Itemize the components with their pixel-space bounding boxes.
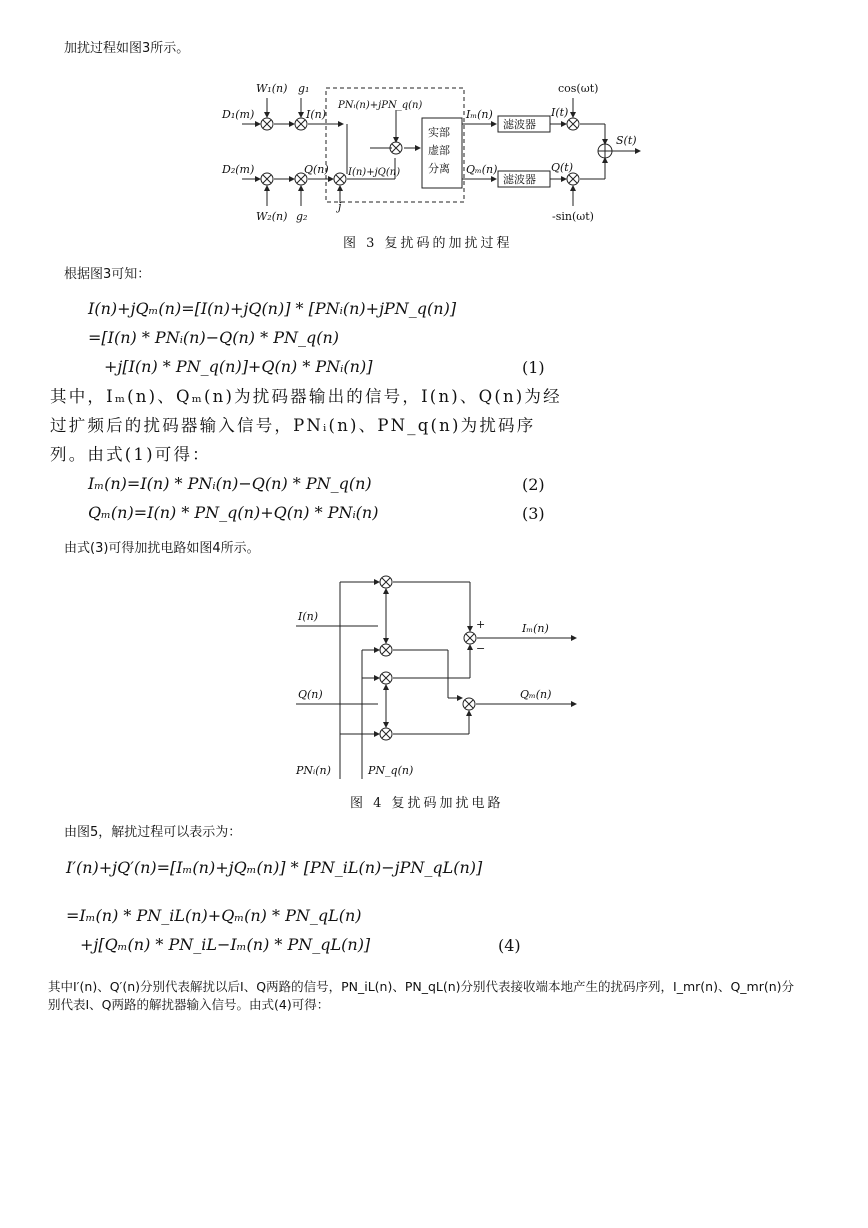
fig3-label-sin: -sin(ωt) — [552, 210, 594, 223]
equation-1-line-2: =[I(n) * PNᵢ(n)−Q(n) * PN_q(n) — [88, 328, 339, 347]
fig4-label-plus: + — [476, 618, 486, 631]
fig3-filter-bottom: 滤波器 — [503, 173, 536, 186]
fig4-label-qm: Qₘ(n) — [520, 688, 552, 701]
fig3-label-w2: W₂(n) — [256, 210, 288, 223]
figure-4-diagram — [288, 574, 580, 786]
fig3-label-j: j — [338, 200, 342, 213]
fig4-label-pnq: PN_q(n) — [368, 764, 414, 777]
fig3-splitter-1: 实部 — [428, 126, 450, 139]
fig3-label-d1: D₁(m) — [222, 108, 255, 121]
fig3-label-qm: Qₘ(n) — [466, 163, 498, 176]
equation-4-line-2: =Iₘ(n) * PN_iL(n)+Qₘ(n) * PN_qL(n) — [66, 906, 362, 925]
fig3-label-qt: Q(t) — [551, 161, 574, 174]
figure-3-caption: 图 3 复扰码的加扰过程 — [343, 236, 513, 251]
body-text-line-2: 过扩频后的扰码器输入信号，PNᵢ(n)、PN_q(n)为扰码序 — [50, 416, 536, 435]
note-line-1: 其中I′(n)、Q′(n)分别代表解扰以后I、Q两路的信号，PN_iL(n)、PN_qL(n)分别代表接收端本地产生的扰码序列，I_mr(n)、Q_mr(n)分 — [48, 979, 795, 994]
fig3-filter-top: 滤波器 — [503, 118, 536, 131]
equation-3: Qₘ(n)=I(n) * PN_q(n)+Q(n) * PNᵢ(n) — [88, 503, 379, 522]
body-text-line-3: 列。由式(1)可得： — [50, 445, 211, 464]
body-text-line-1: 其中，Iₘ(n)、Qₘ(n)为扰码器输出的信号，I(n)、Q(n)为经 — [50, 387, 562, 406]
fig3-label-w1: W₁(n) — [256, 82, 288, 95]
equation-4-line-3: +j[Qₘ(n) * PN_iL−Iₘ(n) * PN_qL(n)] — [80, 935, 371, 954]
fig3-label-it: I(t) — [551, 106, 569, 119]
fig4-label-in: I(n) — [298, 610, 319, 623]
equation-4-line-1: I′(n)+jQ′(n)=[Iₘ(n)+jQₘ(n)] * [PN_iL(n)−jPN_qL(n)] — [66, 858, 483, 877]
fig4-label-qn: Q(n) — [298, 688, 323, 701]
equation-2: Iₘ(n)=I(n) * PNᵢ(n)−Q(n) * PN_q(n) — [88, 474, 372, 493]
fig3-label-st: S(t) — [616, 134, 637, 147]
fig3-label-cos: cos(ωt) — [558, 82, 599, 95]
paragraph-fig3-result: 根据图3可知： — [64, 267, 151, 282]
fig3-label-g1: g₁ — [298, 82, 310, 95]
paragraph-fig3-intro: 加扰过程如图3所示。 — [64, 41, 190, 56]
fig3-label-qn: Q(n) — [304, 163, 329, 176]
fig3-label-in: I(n) — [306, 108, 327, 121]
fig4-label-pni: PNᵢ(n) — [296, 764, 331, 777]
figure-4-caption: 图 4 复扰码加扰电路 — [350, 796, 504, 811]
fig3-label-pn: PNᵢ(n)+jPN_q(n) — [338, 100, 423, 111]
note-paragraph — [48, 978, 828, 1014]
equation-4-number: (4) — [498, 936, 521, 955]
fig3-label-im: Iₘ(n) — [466, 108, 493, 121]
equation-2-number: (2) — [522, 475, 545, 494]
fig3-label-d2: D₂(m) — [222, 163, 255, 176]
fig4-label-minus: − — [476, 642, 486, 655]
equation-3-number: (3) — [522, 504, 545, 523]
fig3-splitter-3: 分离 — [428, 162, 450, 175]
equation-1-line-3: +j[I(n) * PN_q(n)]+Q(n) * PNᵢ(n)] — [104, 357, 373, 376]
fig4-label-im: Iₘ(n) — [522, 622, 549, 635]
equation-1-line-1: I(n)+jQₘ(n)=[I(n)+jQ(n)] * [PNᵢ(n)+jPN_q(n)] — [88, 299, 457, 318]
equation-1-number: (1) — [522, 358, 545, 377]
figure-3-diagram — [220, 78, 650, 230]
fig3-label-mix: I(n)+jQ(n) — [348, 167, 401, 178]
paragraph-fig4-intro: 由式(3)可得加扰电路如图4所示。 — [64, 541, 260, 556]
fig3-splitter-2: 虚部 — [428, 144, 450, 157]
fig3-label-g2: g₂ — [296, 210, 308, 223]
note-line-2: 别代表I、Q两路的解扰器输入信号。由式(4)可得： — [48, 997, 330, 1012]
paragraph-descramble-intro: 由图5，解扰过程可以表示为： — [64, 825, 242, 840]
